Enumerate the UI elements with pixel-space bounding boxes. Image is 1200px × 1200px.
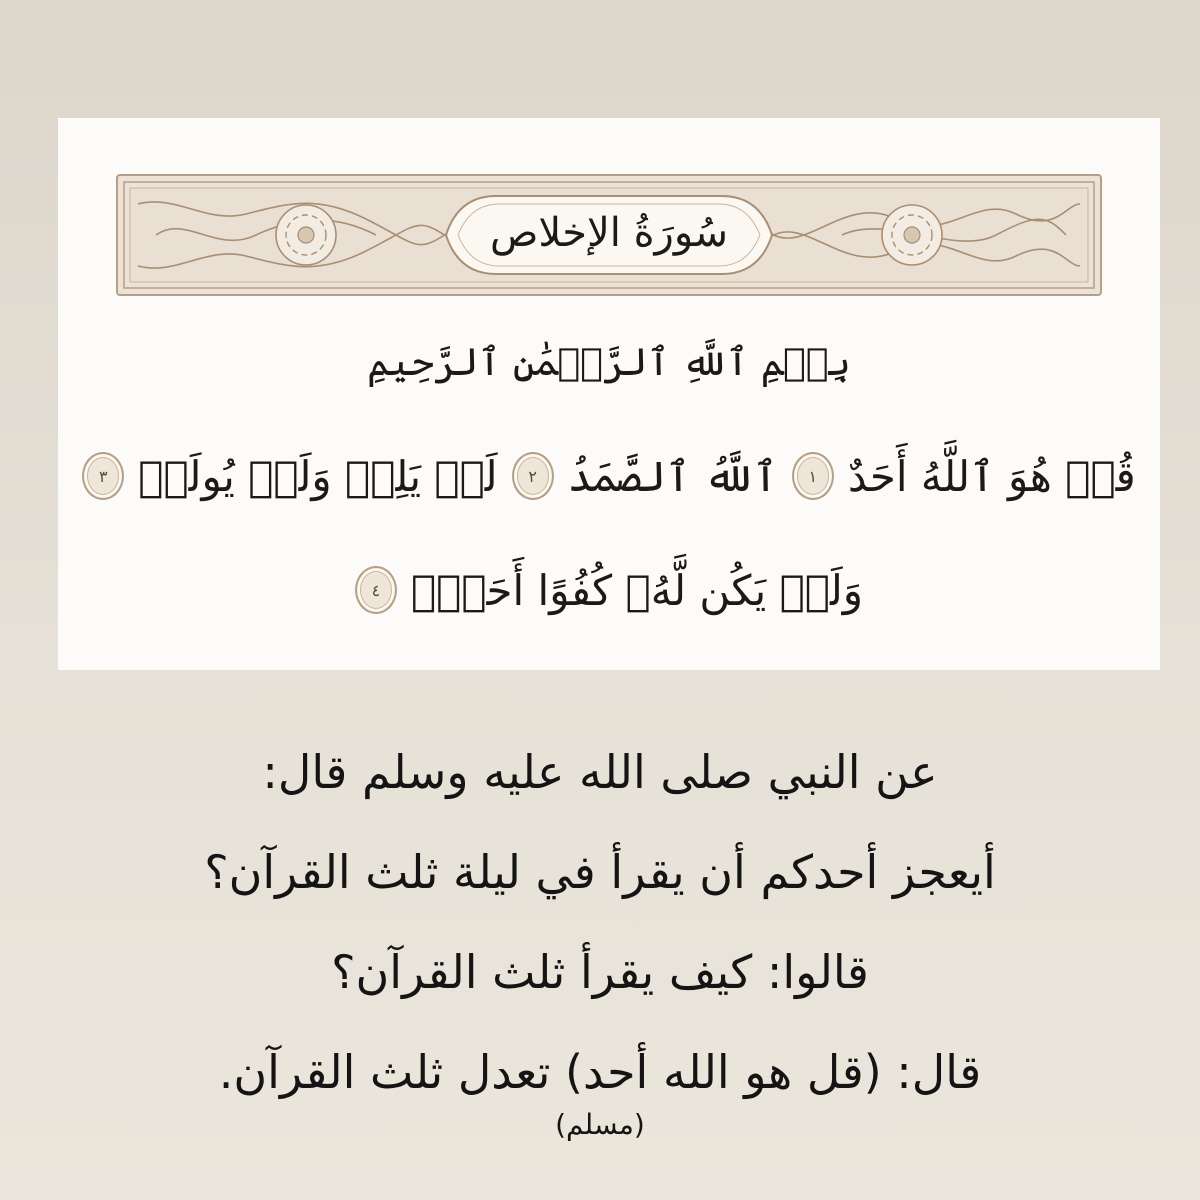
ayah-number-marker: ٤ [355,566,397,614]
hadith-line: أيعجز أحدكم أن يقرأ في ليلة ثلث القرآن؟ [204,845,996,899]
ayah-number-marker: ١ [792,452,834,500]
basmala: بِسۡمِ ٱللَّهِ ٱلرَّحۡمَٰنِ ٱلرَّحِيمِ [367,340,851,384]
ayah-text: لَمۡ يَلِدۡ وَلَمۡ يُولَدۡ [138,451,498,501]
ayah-text: ٱللَّهُ ٱلصَّمَدُ [567,451,778,501]
ayah-number-marker: ٣ [82,452,124,500]
hadith-text [60,722,1140,1122]
hadith-line: قال: (قل هو الله أحد) تعدل ثلث القرآن. [218,1045,982,1099]
ayah-line [78,550,1140,630]
ayah-text: قُلۡ هُوَ ٱللَّهُ أَحَدٌ [847,451,1136,501]
hadith-line: قالوا: كيف يقرأ ثلث القرآن؟ [331,945,869,999]
surah-title: سُورَةُ الإخلاص [489,210,729,256]
hadith-line: عن النبي صلى الله عليه وسلم قال: [262,745,938,799]
surah-title-banner [116,174,1102,296]
ayah-number-marker: ٢ [512,452,554,500]
hadith-source: (مسلم) [555,1108,645,1141]
ayah-text: وَلَمۡ يَكُن لَّهُۥ كُفُوًا أَحَدُۢ [410,565,864,615]
ayah-line [78,436,1140,516]
surah-card [58,118,1160,670]
